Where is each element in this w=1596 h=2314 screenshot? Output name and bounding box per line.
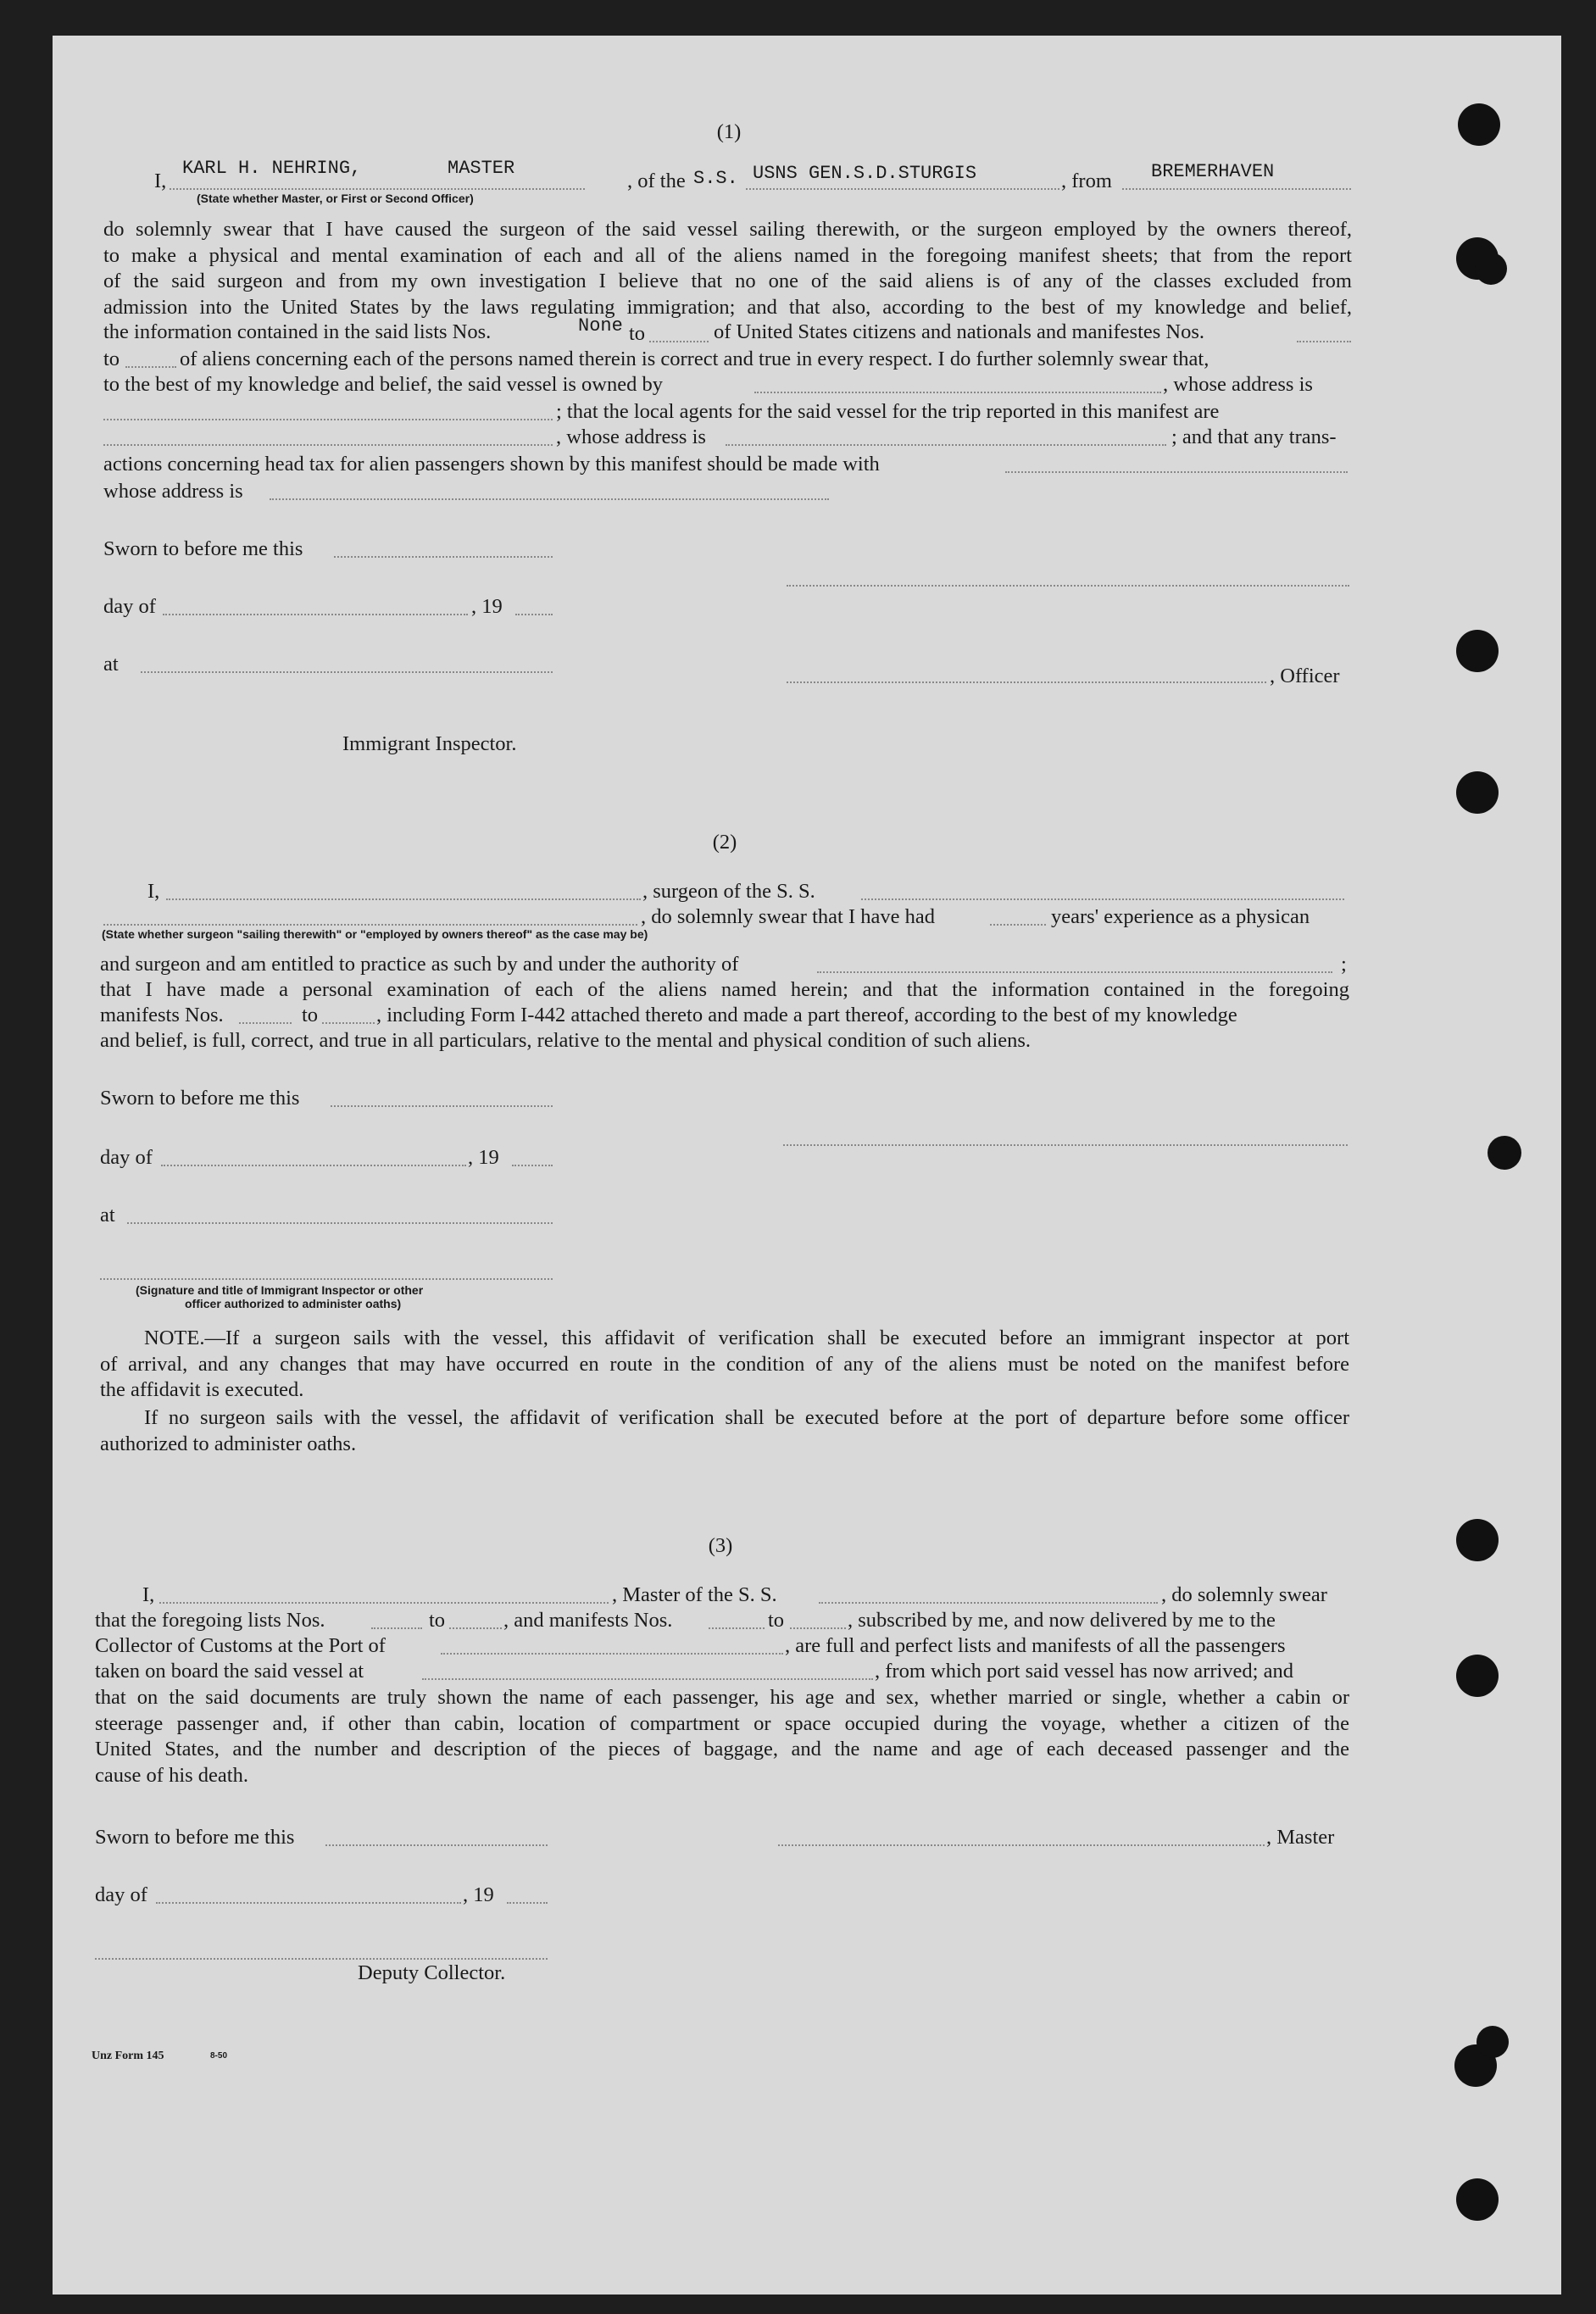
binder-hole	[1458, 103, 1500, 146]
vessel-prefix-typed: S.S.	[693, 168, 738, 189]
day-of-label-1: day of	[103, 595, 156, 618]
year-label-1: , 19	[471, 595, 503, 618]
day-field-1	[163, 614, 468, 615]
master-name-typed: KARL H. NEHRING,	[182, 158, 362, 179]
whose-address-label: whose address is	[103, 480, 243, 503]
signature-hint-2: officer authorized to administer oaths)	[185, 1297, 402, 1310]
line6-text: of aliens concerning each of the persons named therein is correct and true in every respect. I do further solemnly swear that,	[180, 348, 1210, 370]
agents-field	[103, 444, 553, 446]
port-typed: BREMERHAVEN	[1151, 161, 1275, 182]
manifests-to-field	[322, 1022, 375, 1024]
s3-manifests-to-field	[790, 1627, 846, 1629]
day-field-3	[156, 1902, 461, 1904]
s3-lists-to-field	[449, 1627, 502, 1629]
surgeon-of-label: , surgeon of the S. S.	[642, 880, 815, 903]
at-field-2	[127, 1222, 553, 1224]
s3-collector: Collector of Customs at the Port of	[95, 1634, 386, 1657]
signature-line-1	[787, 585, 1349, 587]
section-1-pronoun: I,	[154, 170, 167, 192]
owner-address-field	[103, 419, 553, 420]
inspector-signature-line	[100, 1278, 553, 1280]
vessel-field-line	[746, 188, 1059, 190]
s3-name-field	[159, 1602, 609, 1604]
binder-hole	[1488, 1136, 1521, 1170]
s3-body-line: steerage passenger and, if other than cabin, location of compartment or space occupied during the voyage, whether a citizen of the	[95, 1711, 1349, 1735]
s3-body	[95, 1685, 1349, 1788]
vessel-name-typed: USNS GEN.S.D.STURGIS	[753, 163, 977, 184]
note-paragraph-1	[100, 1326, 1349, 1404]
note-line: of arrival, and any changes that may have occurred en route in the condition of any of the aliens must be noted on the manifest before	[100, 1352, 1349, 1376]
body-line: of the said surgeon and from my own investigation I believe that no one of the said aliens is of any of the classes excluded from	[103, 270, 1352, 293]
trans-text: ; and that any trans-	[1171, 426, 1337, 448]
day-field-2	[161, 1165, 466, 1166]
s3-swear: , do solemnly swear	[1161, 1583, 1327, 1606]
line6-to: to	[103, 348, 120, 370]
lists-to-field	[649, 341, 709, 342]
head-tax-field	[1005, 471, 1348, 473]
years-field	[990, 924, 1046, 926]
body-line: do solemnly swear that I have caused the surgeon of the said vessel sailing therewith, or the surgeon employed by the owners thereof,	[103, 218, 1352, 241]
owner-field	[754, 392, 1161, 393]
s3-manifests-to: to	[768, 1609, 785, 1632]
s3-body-line: that on the said documents are truly shown the name of each passenger, his age and sex, whether married or single, whether a cabin or	[95, 1686, 1349, 1709]
sworn-field-2	[331, 1105, 553, 1107]
line6-field	[125, 366, 176, 368]
s3-body-line: United States, and the number and description of the pieces of baggage, and the name and age of each deceased passenger and the	[95, 1738, 1349, 1761]
surgeon-name-field	[166, 898, 641, 900]
at-label-2: at	[100, 1204, 115, 1227]
body-line: admission into the United States by the laws regulating immigration; and that also, according to the best of my knowledge and belief,	[103, 295, 1352, 319]
officer-label: , Officer	[1270, 665, 1340, 687]
manifests-label: manifests Nos.	[100, 1004, 224, 1026]
collector-signature-line	[95, 1958, 548, 1960]
swear-label: , do solemnly swear that I have had	[641, 905, 935, 928]
whose-address-field	[270, 498, 829, 500]
manifests-from-field	[239, 1022, 292, 1024]
at-field-1	[141, 671, 553, 673]
rank-hint: (State whether Master, or First or Second Officer)	[197, 192, 474, 205]
authority-text: and surgeon and am entitled to practice as such by and under the authority of	[100, 953, 739, 976]
s3-subscribed: , subscribed by me, and now delivered by me to the	[848, 1609, 1276, 1632]
deputy-collector-label: Deputy Collector.	[358, 1961, 506, 1984]
year-field-1	[515, 614, 553, 615]
examination-text	[100, 978, 1349, 1002]
section-1-body	[103, 217, 1352, 320]
sworn-field-1	[334, 556, 553, 558]
examination-line: that I have made a personal examination of each of the aliens named herein; and that the information contained in the foregoing	[100, 978, 1349, 1001]
owner-address-label: , whose address is	[1163, 373, 1313, 396]
belief-text: and belief, is full, correct, and true in all particulars, relative to the mental and physical condition of such aliens.	[100, 1029, 1032, 1052]
head-tax-text: actions concerning head tax for alien passengers shown by this manifest should be made with	[103, 453, 880, 476]
agents-text: ; that the local agents for the said vessel for the trip reported in this manifest are	[556, 400, 1220, 423]
s3-vessel-field	[819, 1602, 1158, 1604]
agents-address-field	[726, 444, 1166, 446]
authority-field	[817, 971, 1332, 973]
binder-hole	[1456, 630, 1499, 672]
day-of-label-2: day of	[100, 1146, 153, 1169]
master-signature-line	[778, 1844, 1265, 1846]
year-label-2: , 19	[468, 1146, 499, 1169]
year-field-3	[507, 1902, 548, 1904]
binder-hole	[1476, 2026, 1509, 2058]
sworn-label-1: Sworn to before me this	[103, 537, 303, 560]
year-field-2	[512, 1165, 553, 1166]
form-i442-text: , including Form I-442 attached thereto and made a part thereof, according to the best of my knowledge	[376, 1004, 1237, 1026]
s3-taken: taken on board the said vessel at	[95, 1660, 364, 1683]
signature-line-2	[783, 1144, 1348, 1146]
master-label: , Master	[1266, 1826, 1335, 1849]
immigrant-inspector-label: Immigrant Inspector.	[342, 732, 517, 755]
binder-hole	[1456, 1519, 1499, 1561]
binder-hole	[1475, 253, 1507, 285]
s3-pronoun: I,	[142, 1583, 155, 1606]
s3-lists-label: that the foregoing lists Nos.	[95, 1609, 325, 1632]
year-label-3: , 19	[463, 1883, 494, 1906]
surgeon-vessel-field	[861, 898, 1344, 900]
officer-signature-line	[787, 681, 1266, 683]
section-1-number: (1)	[716, 120, 742, 143]
sworn-label-3: Sworn to before me this	[95, 1826, 295, 1849]
note-line: If no surgeon sails with the vessel, the affidavit of verification shall be executed before at the port of departure before some officer	[144, 1406, 1349, 1429]
s3-body-line: cause of his death.	[95, 1763, 248, 1787]
day-of-label-3: day of	[95, 1883, 147, 1906]
surgeon-hint: (State whether surgeon "sailing therewith" or "employed by owners thereof" as the case may be)	[102, 927, 648, 941]
lists-text-a: the information contained in the said lists Nos.	[103, 320, 492, 343]
s3-manifests: , and manifests Nos.	[503, 1609, 673, 1632]
note-line: NOTE.—If a surgeon sails with the vessel, this affidavit of verification shall be executed before an immigrant inspector at port	[144, 1327, 1349, 1349]
manifests-to-label: to	[302, 1004, 319, 1026]
s3-arrived: , from which port said vessel has now arrived; and	[875, 1660, 1293, 1683]
name-field-line	[170, 188, 585, 190]
years-label: years' experience as a physican	[1051, 905, 1310, 928]
port-field-line	[1122, 188, 1351, 190]
form-id: Unz Form 145	[92, 2050, 164, 2062]
rank-typed: MASTER	[448, 158, 515, 179]
form-date: 8-50	[210, 2051, 228, 2061]
signature-hint-1: (Signature and title of Immigrant Inspector or other	[136, 1283, 424, 1297]
s3-departure-field	[422, 1678, 873, 1680]
from-label: , from	[1061, 170, 1112, 192]
binder-hole	[1456, 1655, 1499, 1697]
lists-number-typed: None	[578, 315, 623, 337]
note-line: authorized to administer oaths.	[100, 1432, 357, 1455]
of-the-label: , of the	[627, 170, 686, 192]
agents-address-label: , whose address is	[556, 426, 706, 448]
manifest-nos-field	[1297, 341, 1351, 342]
authority-end: ;	[1341, 953, 1347, 976]
s3-lists-to: to	[429, 1609, 446, 1632]
binder-hole	[1456, 2178, 1499, 2221]
note-paragraph-2	[100, 1405, 1349, 1457]
body-line: to make a physical and mental examination of each and all of the aliens named in the foregoing manifest sheets; that from the report	[103, 243, 1352, 267]
section-2-number: (2)	[712, 831, 737, 854]
owner-text: to the best of my knowledge and belief, the said vessel is owned by	[103, 373, 663, 396]
lists-text-c: of United States citizens and nationals and manifestes Nos.	[714, 320, 1205, 343]
s3-master-of: , Master of the S. S.	[612, 1583, 777, 1606]
surgeon-capacity-field	[103, 924, 637, 926]
sworn-label-2: Sworn to before me this	[100, 1087, 300, 1110]
section-2-pronoun: I,	[147, 880, 160, 903]
sworn-field-3	[325, 1844, 548, 1846]
lists-text-b: to	[629, 322, 646, 345]
s3-lists-from	[371, 1627, 422, 1629]
s3-port-field	[441, 1653, 783, 1655]
binder-hole	[1456, 771, 1499, 814]
note-line: the affidavit is executed.	[100, 1378, 304, 1402]
section-3-number: (3)	[708, 1534, 733, 1557]
s3-manifests-from	[709, 1627, 765, 1629]
at-label-1: at	[103, 653, 119, 676]
s3-full-lists: , are full and perfect lists and manifests of all the passengers	[785, 1634, 1286, 1657]
